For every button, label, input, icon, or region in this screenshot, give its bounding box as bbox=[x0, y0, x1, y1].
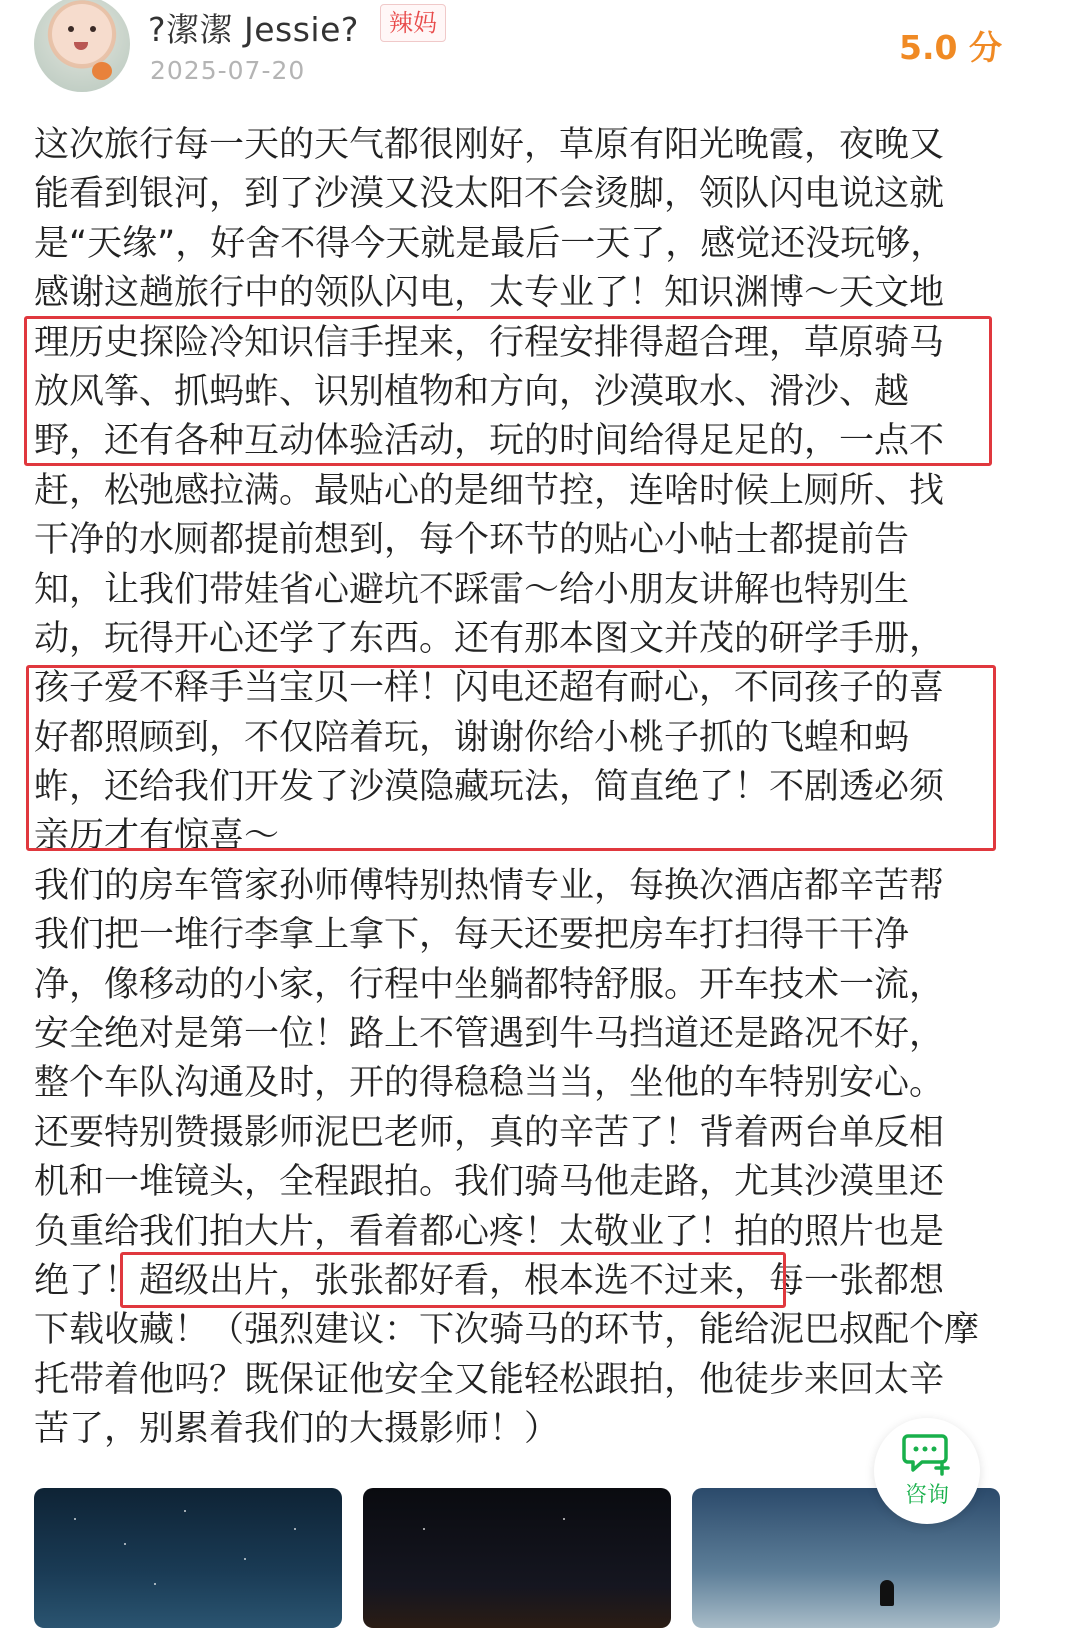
username[interactable]: ?潔潔 Jessie? bbox=[148, 10, 359, 49]
review-line: 绝了！超级出片，张张都好看，根本选不过来，每一张都想 bbox=[34, 1260, 945, 1301]
consult-label: 咨询 bbox=[904, 1483, 949, 1508]
review-line: 蚱，还给我们开发了沙漠隐藏玩法，简直绝了！不剧透必须 bbox=[34, 767, 945, 808]
person-silhouette bbox=[880, 1580, 894, 1606]
review-line: 孩子爱不释手当宝贝一样！闪电还超有耐心，不同孩子的喜 bbox=[34, 668, 945, 709]
user-avatar[interactable] bbox=[34, 0, 130, 92]
review-line: 还要特别赞摄影师泥巴老师，真的辛苦了！背着两台单反相 bbox=[34, 1112, 945, 1153]
review-line: 动，玩得开心还学了东西。还有那本图文并茂的研学手册， bbox=[34, 618, 945, 659]
review-line: 我们把一堆行李拿上拿下，每天还要把房车打扫得干干净 bbox=[34, 915, 910, 956]
review-line: 理历史探险冷知识信手捏来，行程安排得超合理，草原骑马 bbox=[34, 322, 945, 363]
consult-button[interactable] bbox=[874, 1418, 980, 1524]
review-line: 我们的房车管家孙师傅特别热情专业，每换次酒店都辛苦帮 bbox=[34, 865, 945, 906]
review-line: 是“天缘”，好舍不得今天就是最后一天了，感觉还没玩够， bbox=[34, 223, 946, 264]
review-date: 2025-07-20 bbox=[150, 56, 306, 85]
review-header bbox=[0, 0, 1080, 110]
review-line: 干净的水厕都提前想到，每个环节的贴心小帖士都提前告 bbox=[34, 520, 910, 561]
review-line: 净，像移动的小家，行程中坐躺都特舒服。开车技术一流， bbox=[34, 964, 945, 1005]
review-score: 5.0 分 bbox=[899, 28, 1002, 67]
review-line: 托带着他吗？既保证他安全又能轻松跟拍，他徒步来回太辛 bbox=[34, 1359, 945, 1400]
review-line: 知，让我们带娃省心避坑不踩雷～给小朋友讲解也特别生 bbox=[34, 569, 910, 610]
review-text bbox=[34, 121, 1004, 1455]
photo-thumbnails bbox=[34, 1488, 1000, 1628]
review-line: 能看到银河，到了沙漠又没太阳不会烫脚，领队闪电说这就 bbox=[34, 174, 945, 215]
chat-plus-icon bbox=[902, 1432, 952, 1476]
review-line: 安全绝对是第一位！路上不管遇到牛马挡道还是路况不好， bbox=[34, 1014, 945, 1055]
review-line: 赶，松弛感拉满。最贴心的是细节控，连啥时候上厕所、找 bbox=[34, 470, 945, 511]
avatar-face bbox=[52, 4, 112, 64]
review-line: 好都照顾到，不仅陪着玩，谢谢你给小桃子抓的飞蝗和蚂 bbox=[34, 717, 910, 758]
review-line: 负重给我们拍大片，看着都心疼！太敬业了！拍的照片也是 bbox=[34, 1211, 945, 1252]
review-line: 机和一堆镜头，全程跟拍。我们骑马他走路，尤其沙漠里还 bbox=[34, 1162, 945, 1203]
review-line: 下载收藏！（强烈建议：下次骑马的环节，能给泥巴叔配个摩 bbox=[34, 1310, 980, 1351]
review-line: 放风筝、抓蚂蚱、识别植物和方向，沙漠取水、滑沙、越 bbox=[34, 371, 910, 412]
review-line: 苦了，别累着我们的大摄影师！） bbox=[34, 1409, 560, 1450]
review-line: 感谢这趟旅行中的领队闪电，太专业了！知识渊博～天文地 bbox=[34, 273, 945, 314]
photo-thumbnail-dark[interactable] bbox=[363, 1488, 671, 1628]
review-line: 野，还有各种互动体验活动，玩的时间给得足足的，一点不 bbox=[34, 421, 945, 462]
review-line: 整个车队沟通及时，开的得稳稳当当，坐他的车特别安心。 bbox=[34, 1063, 945, 1104]
photo-thumbnail-night-sky[interactable] bbox=[34, 1488, 342, 1628]
review-line: 这次旅行每一天的天气都很刚好，草原有阳光晚霞，夜晚又 bbox=[34, 125, 945, 165]
user-badge: 辣妈 bbox=[380, 4, 446, 42]
review-line: 亲历才有惊喜～ bbox=[34, 816, 280, 857]
